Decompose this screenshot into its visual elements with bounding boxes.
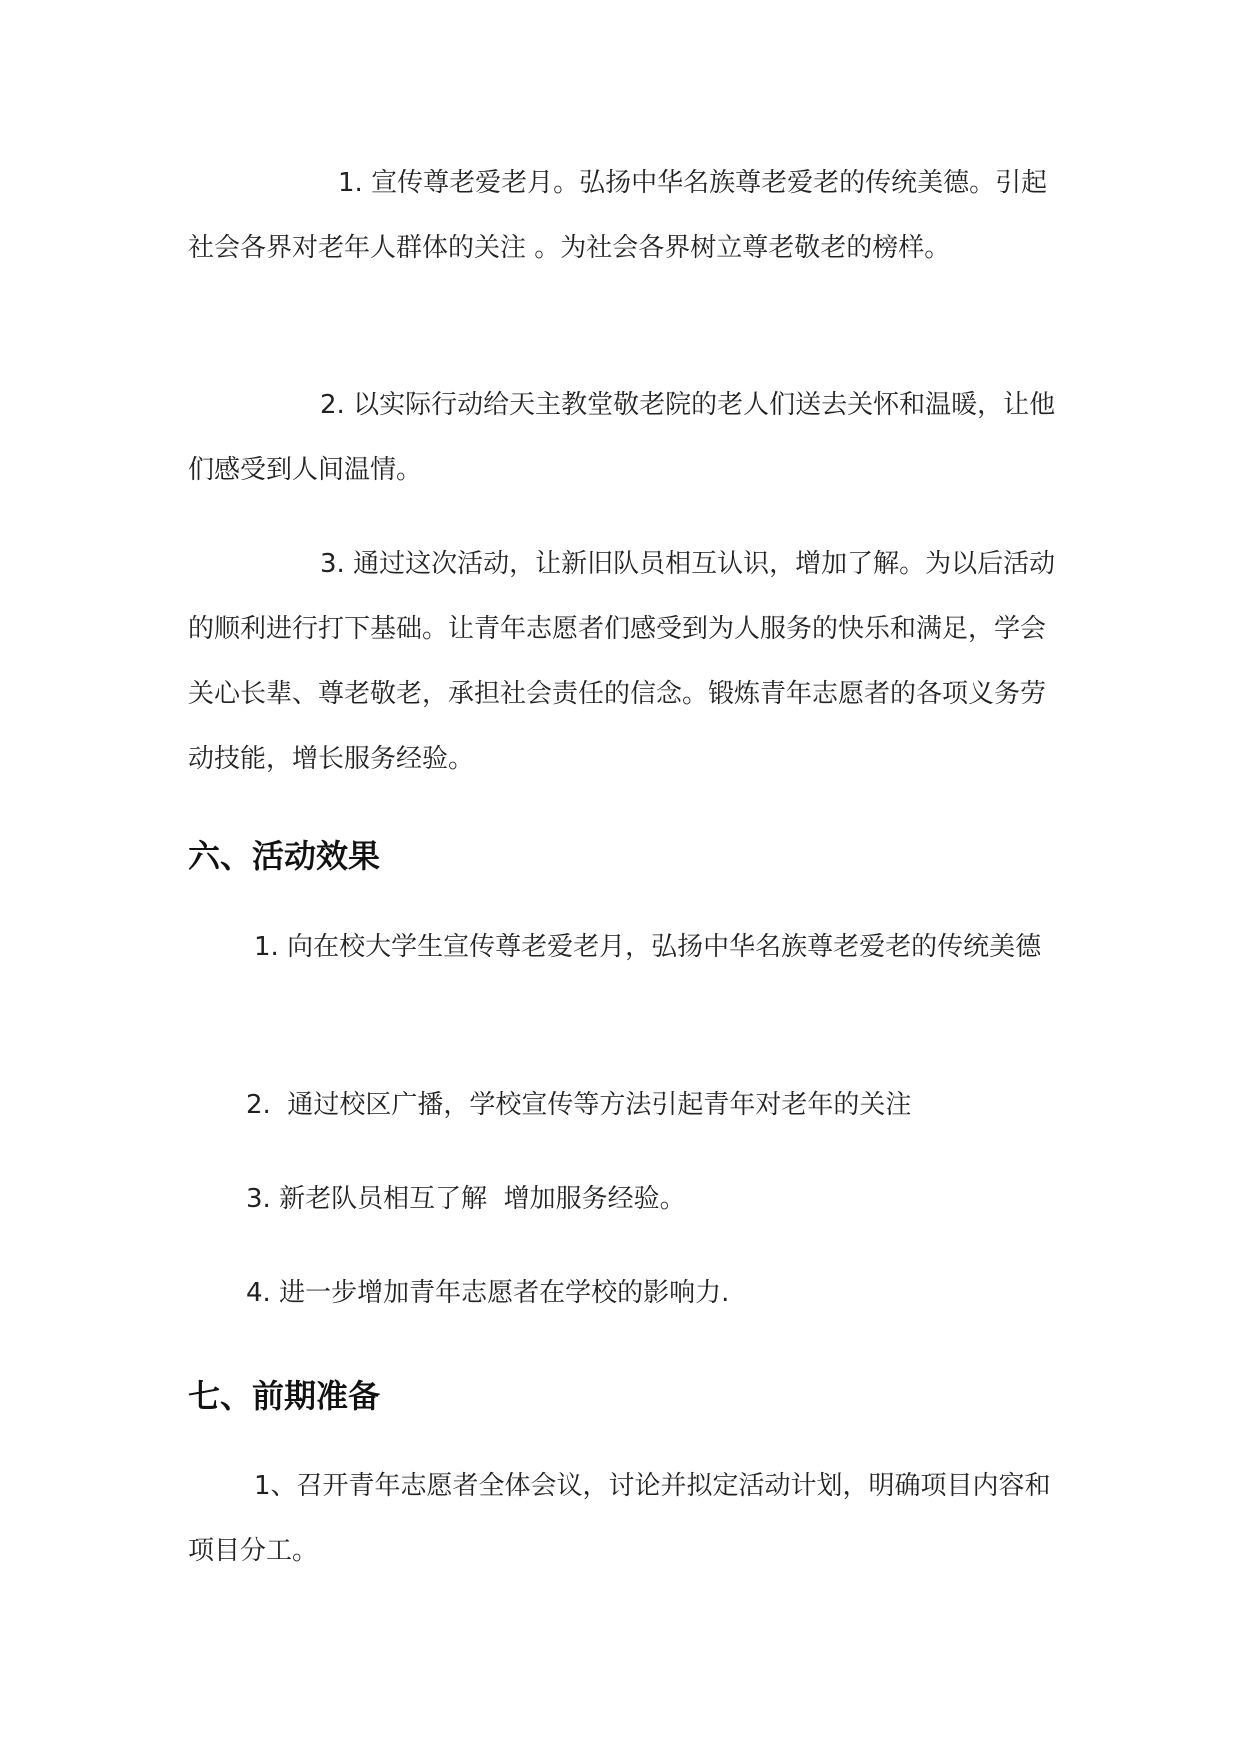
goal-item-2: 2. 以实际行动给天主教堂敬老院的老人们送去关怀和温暖，让他们感受到人间温情。 xyxy=(188,390,1056,485)
preparation-item-1: 1、召开青年志愿者全体会议，讨论并拟定活动计划，明确项目内容和项目分工。 xyxy=(188,1471,1051,1566)
section-heading-preparation: 七、前期准备 xyxy=(188,1377,381,1415)
effect-item-2: 2. 通过校区广播，学校宣传等方法引起青年对老年的关注 xyxy=(246,1090,912,1120)
effect-item-4: 4. 进一步增加青年志愿者在学校的影响力. xyxy=(246,1278,730,1308)
effect-item-3: 3. 新老队员相互了解 增加服务经验。 xyxy=(246,1184,686,1214)
goal-item-1: 1. 宣传尊老爱老月。弘扬中华名族尊老爱老的传统美德。引起社会各界对老年人群体的关注 。为社会各界树立尊老敬老的榜样。 xyxy=(188,168,1048,263)
section-heading-effects: 六、活动效果 xyxy=(188,837,381,875)
effect-item-1: 1. 向在校大学生宣传尊老爱老月，弘扬中华名族尊老爱老的传统美德 xyxy=(254,932,1042,962)
goal-item-3: 3. 通过这次活动，让新旧队员相互认识，增加了解。为以后活动的顺利进行打下基础。让青年志愿者们感受到为人服务的快乐和满足，学会关心长辈、尊老敬老，承担社会责任的信念。锻炼青年志愿者的各项义务劳动技能，增长服务经验。 xyxy=(188,549,1056,774)
